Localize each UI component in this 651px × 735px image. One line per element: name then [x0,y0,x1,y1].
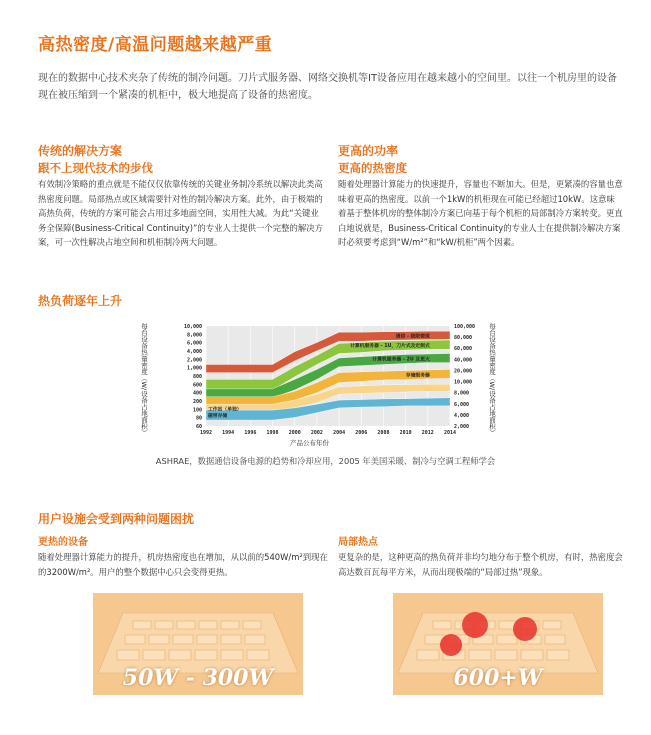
y-axis-label-left: 每台设备热量密度（W/设备占地面积） [140,323,148,436]
chart-xtick: 2006 [355,430,368,436]
chart-xtick: 1992 [199,430,213,436]
chart-ytick-left: 10,000 [183,324,202,330]
section-body: 有效制冷策略的重点就是不能仅仅依靠传统的关键业务制冷系统以解决此类高热密度问题。局部热点或区域需要针对性的制冷解决方案。此外，由于极端的高热负荷，传统的方案可能会占用过多地面空间，实用性大减。为此“关键业务全保障(Business-Critical Continuity)”的专业人士提供一个完整的解决方案，可一次性解决占地空间和机柜制冷两大问题。 [38,179,323,247]
chart-section-title: 热负荷逐年上升 [38,294,123,308]
chart-ytick-left: 8,000 [186,332,202,339]
chart-caption: ASHRAE，数据通信设备电源的趋势和冷却应用，2005 年美国采暖、制冷与空调工程师学会 [155,456,496,466]
chart-xtick: 1998 [266,430,279,436]
chart-xtick: 1996 [244,430,257,436]
chart-xtick: 2012 [421,430,434,436]
hotter-equipment-section [38,535,328,579]
chart-ytick-right: 4,000 [454,412,470,419]
section-subheading: 更高的热密度 [338,161,407,175]
data-center-floor-illustration [93,593,303,695]
local-hotspot-section [338,535,628,579]
chart-series-label-4: 工作站（单独） [208,407,242,413]
chart-series-label-3: 存储服务器 [405,373,430,379]
chart-ytick-left: 4,000 [186,349,202,355]
x-axis-label: 产品公布年份 [290,439,329,447]
section-heading: 传统的解决方案 [38,144,123,158]
user-section-title: 用户设施会受到两种问题困扰 [38,512,195,526]
chart-ytick-left: 1,000 [186,365,202,372]
chart-ytick-right: 2,000 [454,424,470,430]
subsection-heading: 更热的设备 [38,537,88,548]
chart-ytick-right: 20,000 [454,368,473,375]
chart-ytick-left: 2,000 [186,357,202,364]
chart-ytick-left: 6,000 [186,340,202,347]
data-center-hotspot-illustration [393,593,603,695]
chart-xtick: 1994 [222,430,235,436]
chart-ytick-left: 600 [192,382,202,389]
traditional-solution-section [38,143,323,250]
page-title: 高热密度/高温问题越来越严重 [38,35,273,55]
chart-ytick-left: 200 [192,399,202,405]
chart-ytick-right: 40,000 [454,357,473,364]
image-label: 600+W [453,665,543,691]
chart-series-label-2: 计算机服务器 - 2U 及更大 [372,357,430,363]
chart-ytick-right: 80,000 [454,335,473,342]
chart-series-label-5: 磁带存储 [208,414,228,420]
chart-ytick-right: 60,000 [454,346,473,353]
chart-series-label-1: 计算机服务器 - 1U，刀片式及定制式 [350,343,430,349]
chart-ytick-left: 800 [192,374,202,380]
heat-load-chart [150,318,510,453]
chart-ytick-left: 100 [192,407,202,414]
subsection-heading: 局部热点 [338,537,378,548]
chart-xtick: 2014 [443,430,457,436]
chart-xtick: 2004 [333,430,346,436]
intro-paragraph: 现在的数据中心技术夹杂了传统的制冷问题。刀片式服务器、网络交换机等IT设备应用在越来越小的空间里。以往一个机房里的设备现在被压缩到一个紧凑的机柜中，极大地提高了设备的热密度。 [38,73,618,101]
chart-ytick-right: 6,000 [454,401,470,408]
chart-ytick-left: 80 [195,415,202,422]
chart-xtick: 2010 [399,430,412,436]
section-subheading: 跟不上现代技术的步伐 [38,161,153,175]
section-heading: 更高的功率 [338,144,399,158]
image-label: 50W - 300W [122,665,274,691]
chart-ytick-left: 60 [195,424,202,430]
chart-xtick: 2000 [288,430,301,436]
subsection-body: 更复杂的是，这种更高的热负荷并非均匀地分布于整个机房，有时，热密度会高达数百瓦每平方米，从而出现极端的“局部过热”现象。 [338,552,623,577]
section-body: 随着处理器计算能力的快速提升，容量也不断加大。但是，更紧凑的容量也意味着更高的热密度。以前一个1kW的机柜现在可能已经超过10kW。这意味着基于整体机房的整体制冷方案已向基于每个机柜的局部制冷方案转变。更直白地说就是，Business-Critical Continuity的专业人士在提供制冷解决方案时必须要考虑到“W/m²”和“kW/机柜”两个因素。 [338,179,623,247]
chart-ytick-right: 100,000 [454,324,476,330]
chart-xtick: 2002 [310,430,323,436]
chart-ytick-left: 400 [192,390,202,397]
y-axis-label-right: 每台设备热量密度（W/设备占地面积） [488,323,496,436]
chart-xtick: 2008 [377,430,390,436]
chart-ytick-right: 8,000 [454,390,470,397]
subsection-body: 随着处理器计算能力的提升，机房热密度也在增加，从以前的540W/m²到现在的3200W/m²。用户的整个数据中心只会变得更热。 [38,552,328,577]
chart-ytick-right: 10,000 [454,379,473,386]
chart-series-label-0: 通信 - 极限密度 [395,334,430,340]
higher-power-section [338,143,623,250]
